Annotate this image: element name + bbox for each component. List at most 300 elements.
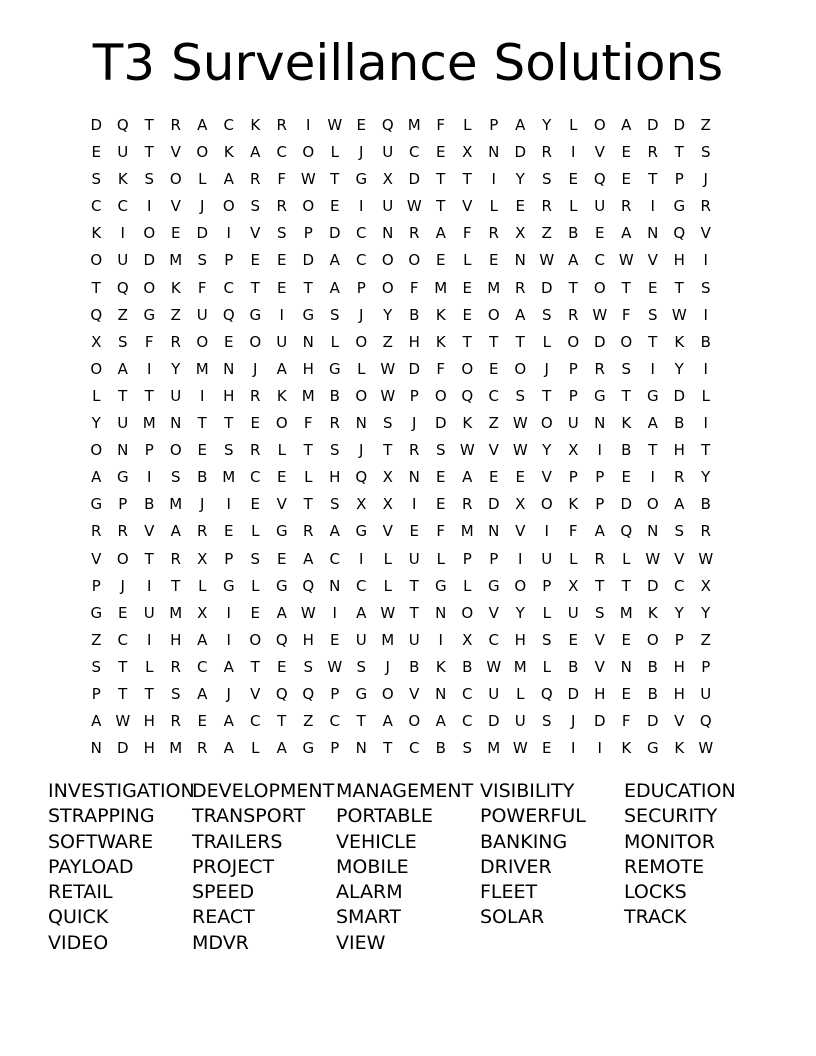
grid-letter: Q <box>222 305 235 324</box>
grid-letter: U <box>408 630 420 649</box>
grid-letter: K <box>647 603 658 622</box>
grid-letter: Z <box>91 630 102 649</box>
grid-letter: U <box>143 603 155 622</box>
grid-letter: G <box>593 386 606 405</box>
grid-letter: W <box>459 441 475 460</box>
grid-letter: E <box>250 495 260 514</box>
grid-letter: D <box>143 251 156 270</box>
grid-letter: X <box>382 468 393 487</box>
word-list-item: INVESTIGATION <box>48 780 195 802</box>
word-list-item: DEVELOPMENT <box>192 780 335 802</box>
grid-letter: K <box>250 116 261 134</box>
grid-letter: F <box>197 278 207 297</box>
grid-letter: V <box>674 712 685 731</box>
grid-letter: T <box>621 386 631 405</box>
grid-letter: L <box>516 684 525 703</box>
grid-letter: P <box>91 684 101 703</box>
grid-letter: F <box>277 170 287 189</box>
word-list-item: TRAILERS <box>192 830 283 853</box>
grid-letter: C <box>462 712 473 731</box>
grid-letter: W <box>645 549 661 568</box>
grid-letter: N <box>408 468 420 487</box>
grid-letter: C <box>674 576 685 595</box>
grid-letter: O <box>487 305 500 324</box>
grid-letter: B <box>329 386 340 405</box>
grid-letter: T <box>674 143 684 162</box>
grid-letter: R <box>170 657 181 676</box>
grid-letter: M <box>460 522 474 541</box>
grid-letter: U <box>117 143 129 162</box>
grid-letter: I <box>703 359 708 378</box>
grid-letter: T <box>171 576 181 595</box>
grid-letter: T <box>250 657 260 676</box>
grid-letter: I <box>147 576 152 595</box>
grid-letter: T <box>462 170 472 189</box>
grid-letter: O <box>222 197 235 216</box>
grid-letter: E <box>621 630 631 649</box>
grid-letter: B <box>647 684 658 703</box>
grid-letter: M <box>487 739 501 758</box>
grid-letter: W <box>406 197 422 216</box>
grid-letter: U <box>700 684 712 703</box>
grid-letter: S <box>541 630 552 649</box>
grid-letter: K <box>621 414 632 433</box>
grid-letter: H <box>329 468 341 487</box>
grid-letter: N <box>329 576 341 595</box>
grid-letter: W <box>512 414 528 433</box>
grid-letter: X <box>197 603 208 622</box>
grid-letter: V <box>488 441 499 460</box>
grid-letter: N <box>647 224 659 243</box>
grid-letter: M <box>513 657 527 676</box>
grid-letter: U <box>382 197 394 216</box>
grid-letter: Z <box>488 414 499 433</box>
grid-letter: I <box>518 549 523 568</box>
grid-letter: K <box>117 170 128 189</box>
grid-letter: G <box>355 170 368 189</box>
grid-letter: T <box>197 414 207 433</box>
grid-letter: N <box>382 224 394 243</box>
grid-letter: E <box>171 224 181 243</box>
grid-letter: C <box>356 576 367 595</box>
grid-letter: P <box>409 386 419 405</box>
grid-letter: N <box>170 414 182 433</box>
grid-letter: R <box>276 116 287 134</box>
grid-letter: R <box>541 197 552 216</box>
grid-letter: H <box>514 630 526 649</box>
grid-letter: X <box>700 576 711 595</box>
word-list-item: VEHICLE <box>336 830 417 853</box>
grid-letter: G <box>249 305 262 324</box>
grid-letter: W <box>380 603 396 622</box>
grid-letter: A <box>250 143 261 162</box>
grid-letter: J <box>200 197 205 216</box>
grid-letter: I <box>279 305 284 324</box>
word-list-item: SOLAR <box>480 906 545 929</box>
grid-letter: F <box>436 116 446 134</box>
grid-letter: D <box>646 116 659 134</box>
grid-letter: Y <box>542 116 552 134</box>
grid-letter: C <box>488 386 499 405</box>
grid-letter: E <box>648 278 658 297</box>
grid-letter: N <box>488 522 500 541</box>
grid-letter: R <box>700 197 711 216</box>
grid-letter: Z <box>700 630 711 649</box>
grid-letter: P <box>542 576 552 595</box>
grid-letter: E <box>568 630 578 649</box>
grid-letter: C <box>117 630 128 649</box>
grid-letter: V <box>594 657 605 676</box>
word-list-item: REMOTE <box>624 855 705 878</box>
grid-letter: R <box>541 143 552 162</box>
grid-letter: O <box>381 251 394 270</box>
grid-letter: S <box>223 441 234 460</box>
grid-letter: N <box>302 332 314 351</box>
grid-letter: E <box>118 603 128 622</box>
grid-letter: H <box>143 739 155 758</box>
grid-letter: D <box>328 224 341 243</box>
grid-letter: R <box>568 305 579 324</box>
grid-letter: A <box>303 549 314 568</box>
grid-letter: J <box>120 576 125 595</box>
grid-letter: W <box>300 603 316 622</box>
grid-letter: W <box>115 712 131 731</box>
grid-letter: K <box>674 332 685 351</box>
grid-letter: T <box>144 684 154 703</box>
grid-letter: K <box>568 495 579 514</box>
grid-letter: G <box>646 739 659 758</box>
grid-letter: W <box>300 170 316 189</box>
grid-letter: P <box>356 278 366 297</box>
grid-letter: D <box>514 143 527 162</box>
grid-letter: Y <box>542 441 552 460</box>
grid-letter: H <box>223 386 235 405</box>
grid-letter: P <box>462 549 472 568</box>
grid-letter: G <box>275 576 288 595</box>
grid-letter: O <box>514 576 527 595</box>
grid-letter: L <box>145 657 154 676</box>
grid-letter: Y <box>171 359 181 378</box>
grid-letter: W <box>618 251 634 270</box>
grid-letter: L <box>569 549 578 568</box>
grid-letter: C <box>329 549 340 568</box>
grid-letter: A <box>382 712 393 731</box>
grid-letter: L <box>198 576 207 595</box>
grid-letter: C <box>356 224 367 243</box>
grid-letter: K <box>621 739 632 758</box>
grid-letter: L <box>463 251 472 270</box>
grid-letter: W <box>512 739 528 758</box>
grid-letter: V <box>594 630 605 649</box>
grid-letter: K <box>91 224 102 243</box>
grid-letter: E <box>542 739 552 758</box>
grid-letter: V <box>674 549 685 568</box>
grid-letter: G <box>487 576 500 595</box>
grid-letter: B <box>462 657 473 676</box>
grid-letter: F <box>303 414 313 433</box>
grid-letter: U <box>594 197 606 216</box>
grid-letter: U <box>514 712 526 731</box>
grid-letter: O <box>302 143 315 162</box>
grid-letter: S <box>541 712 552 731</box>
grid-letter: E <box>277 278 287 297</box>
grid-letter: Q <box>593 170 606 189</box>
grid-letter: H <box>594 684 606 703</box>
grid-letter: W <box>512 441 528 460</box>
grid-letter: E <box>250 251 260 270</box>
grid-letter: T <box>648 170 658 189</box>
grid-letter: R <box>250 386 261 405</box>
grid-letter: A <box>223 739 234 758</box>
word-list-item: PAYLOAD <box>48 855 134 878</box>
grid-letter: A <box>91 468 102 487</box>
grid-letter: K <box>435 657 446 676</box>
grid-letter: I <box>306 116 311 134</box>
grid-letter: E <box>515 468 525 487</box>
grid-letter: S <box>329 305 340 324</box>
grid-letter: O <box>143 224 156 243</box>
grid-letter: X <box>382 170 393 189</box>
grid-letter: L <box>304 468 313 487</box>
grid-letter: X <box>515 224 526 243</box>
grid-letter: S <box>515 386 526 405</box>
grid-letter: N <box>594 414 606 433</box>
word-list-item: LOCKS <box>624 881 687 904</box>
grid-letter: J <box>385 657 390 676</box>
grid-letter: T <box>648 332 658 351</box>
grid-letter: R <box>647 143 658 162</box>
grid-letter: T <box>144 386 154 405</box>
grid-letter: O <box>461 359 474 378</box>
grid-letter: F <box>409 278 419 297</box>
grid-letter: M <box>487 278 501 297</box>
grid-letter: L <box>383 549 392 568</box>
grid-letter: E <box>515 197 525 216</box>
grid-letter: O <box>90 359 103 378</box>
grid-letter: H <box>170 630 182 649</box>
grid-letter: N <box>90 739 102 758</box>
grid-letter: B <box>197 468 208 487</box>
grid-letter: P <box>674 630 684 649</box>
grid-letter: R <box>621 197 632 216</box>
grid-letter: Z <box>382 332 393 351</box>
grid-letter: A <box>223 170 234 189</box>
grid-letter: E <box>436 495 446 514</box>
grid-letter: S <box>91 170 102 189</box>
grid-letter: E <box>621 170 631 189</box>
grid-letter: R <box>329 414 340 433</box>
grid-letter: P <box>568 468 578 487</box>
grid-letter: H <box>408 332 420 351</box>
grid-letter: T <box>568 278 578 297</box>
grid-letter: S <box>276 224 287 243</box>
grid-letter: Y <box>674 603 684 622</box>
grid-letter: I <box>703 414 708 433</box>
grid-letter: T <box>330 170 340 189</box>
grid-letter: D <box>540 278 553 297</box>
grid-letter: O <box>540 414 553 433</box>
letter-grid <box>83 114 719 764</box>
grid-letter: Z <box>117 305 128 324</box>
grid-letter: E <box>489 251 499 270</box>
grid-letter: O <box>275 414 288 433</box>
word-list-item: VISIBILITY <box>480 780 575 802</box>
grid-letter: I <box>571 143 576 162</box>
grid-letter: N <box>620 657 632 676</box>
grid-letter: C <box>117 197 128 216</box>
grid-letter: L <box>330 332 339 351</box>
grid-letter: N <box>435 603 447 622</box>
grid-letter: X <box>356 495 367 514</box>
grid-letter: L <box>198 170 207 189</box>
grid-letter: J <box>544 359 549 378</box>
grid-letter: T <box>118 386 128 405</box>
grid-letter: E <box>330 197 340 216</box>
grid-letter: H <box>673 684 685 703</box>
grid-letter: I <box>703 251 708 270</box>
grid-letter: S <box>197 251 208 270</box>
grid-letter: E <box>489 468 499 487</box>
grid-letter: H <box>673 657 685 676</box>
grid-letter: Q <box>116 278 129 297</box>
grid-letter: T <box>303 278 313 297</box>
grid-letter: O <box>249 332 262 351</box>
grid-letter: O <box>620 332 633 351</box>
grid-letter: D <box>434 414 447 433</box>
word-list-item: ALARM <box>336 881 403 904</box>
grid-letter: B <box>435 739 446 758</box>
grid-letter: E <box>462 305 472 324</box>
grid-letter: Q <box>620 522 633 541</box>
grid-letter: Y <box>701 468 711 487</box>
grid-letter: D <box>408 170 421 189</box>
grid-letter: A <box>515 116 526 134</box>
grid-letter: E <box>568 170 578 189</box>
grid-letter: E <box>277 251 287 270</box>
grid-letter: I <box>332 603 337 622</box>
grid-letter: O <box>196 143 209 162</box>
grid-letter: I <box>147 197 152 216</box>
grid-letter: L <box>569 197 578 216</box>
grid-letter: S <box>674 522 685 541</box>
grid-letter: U <box>117 414 129 433</box>
grid-letter: I <box>703 305 708 324</box>
grid-letter: X <box>515 495 526 514</box>
grid-letter: P <box>224 251 234 270</box>
grid-letter: G <box>90 603 103 622</box>
grid-letter: W <box>698 739 714 758</box>
grid-letter: Q <box>673 224 686 243</box>
grid-letter: L <box>357 359 366 378</box>
grid-letter: I <box>650 468 655 487</box>
grid-letter: T <box>144 549 154 568</box>
grid-letter: H <box>673 251 685 270</box>
grid-letter: E <box>489 359 499 378</box>
grid-letter: S <box>700 143 711 162</box>
grid-letter: W <box>592 305 608 324</box>
grid-letter: L <box>383 576 392 595</box>
grid-letter: Z <box>303 712 314 731</box>
grid-letter: O <box>355 386 368 405</box>
grid-letter: E <box>91 143 101 162</box>
grid-letter: M <box>619 603 633 622</box>
grid-letter: S <box>435 441 446 460</box>
grid-letter: G <box>90 495 103 514</box>
grid-letter: D <box>196 224 209 243</box>
grid-letter: H <box>673 441 685 460</box>
grid-letter: E <box>224 522 234 541</box>
grid-letter: C <box>91 197 102 216</box>
grid-letter: D <box>593 332 606 351</box>
grid-letter: G <box>116 468 129 487</box>
grid-letter: Q <box>699 712 712 731</box>
word-list-item: SECURITY <box>624 805 718 828</box>
grid-letter: O <box>381 278 394 297</box>
word-list-item: SMART <box>336 906 401 929</box>
grid-letter: O <box>646 495 659 514</box>
grid-letter: S <box>621 359 632 378</box>
grid-letter: J <box>253 359 258 378</box>
word-list-item: VIDEO <box>48 931 109 954</box>
grid-letter: S <box>329 441 340 460</box>
grid-letter: H <box>302 630 314 649</box>
grid-letter: A <box>435 712 446 731</box>
grid-letter: U <box>196 305 208 324</box>
grid-letter: R <box>594 359 605 378</box>
grid-letter: P <box>224 549 234 568</box>
grid-letter: F <box>436 522 446 541</box>
grid-letter: A <box>647 414 658 433</box>
grid-letter: P <box>118 495 128 514</box>
grid-letter: Y <box>91 414 101 433</box>
grid-letter: A <box>329 522 340 541</box>
grid-letter: R <box>170 712 181 731</box>
grid-letter: C <box>329 712 340 731</box>
grid-letter: N <box>488 143 500 162</box>
grid-letter: O <box>593 278 606 297</box>
grid-letter: K <box>462 414 473 433</box>
grid-letter: Q <box>90 305 103 324</box>
grid-letter: F <box>436 359 446 378</box>
grid-letter: R <box>700 522 711 541</box>
grid-letter: D <box>646 712 659 731</box>
grid-letter: O <box>302 197 315 216</box>
grid-letter: S <box>144 170 155 189</box>
grid-letter: R <box>409 441 420 460</box>
grid-letter: M <box>407 116 421 134</box>
grid-letter: R <box>170 332 181 351</box>
grid-letter: G <box>646 386 659 405</box>
grid-letter: W <box>486 657 502 676</box>
grid-letter: P <box>144 441 154 460</box>
grid-letter: R <box>409 224 420 243</box>
grid-letter: L <box>251 576 260 595</box>
grid-letter: M <box>195 359 209 378</box>
grid-letter: E <box>356 116 366 134</box>
grid-letter: F <box>621 712 631 731</box>
grid-letter: D <box>620 495 633 514</box>
word-list-item: MDVR <box>192 931 249 954</box>
grid-letter: I <box>571 739 576 758</box>
grid-letter: X <box>382 495 393 514</box>
grid-letter: G <box>355 684 368 703</box>
grid-letter: G <box>302 305 315 324</box>
word-list-item: SPEED <box>192 881 255 904</box>
grid-letter: P <box>330 739 340 758</box>
grid-letter: M <box>222 468 236 487</box>
grid-letter: O <box>593 116 606 134</box>
grid-letter: A <box>223 657 234 676</box>
